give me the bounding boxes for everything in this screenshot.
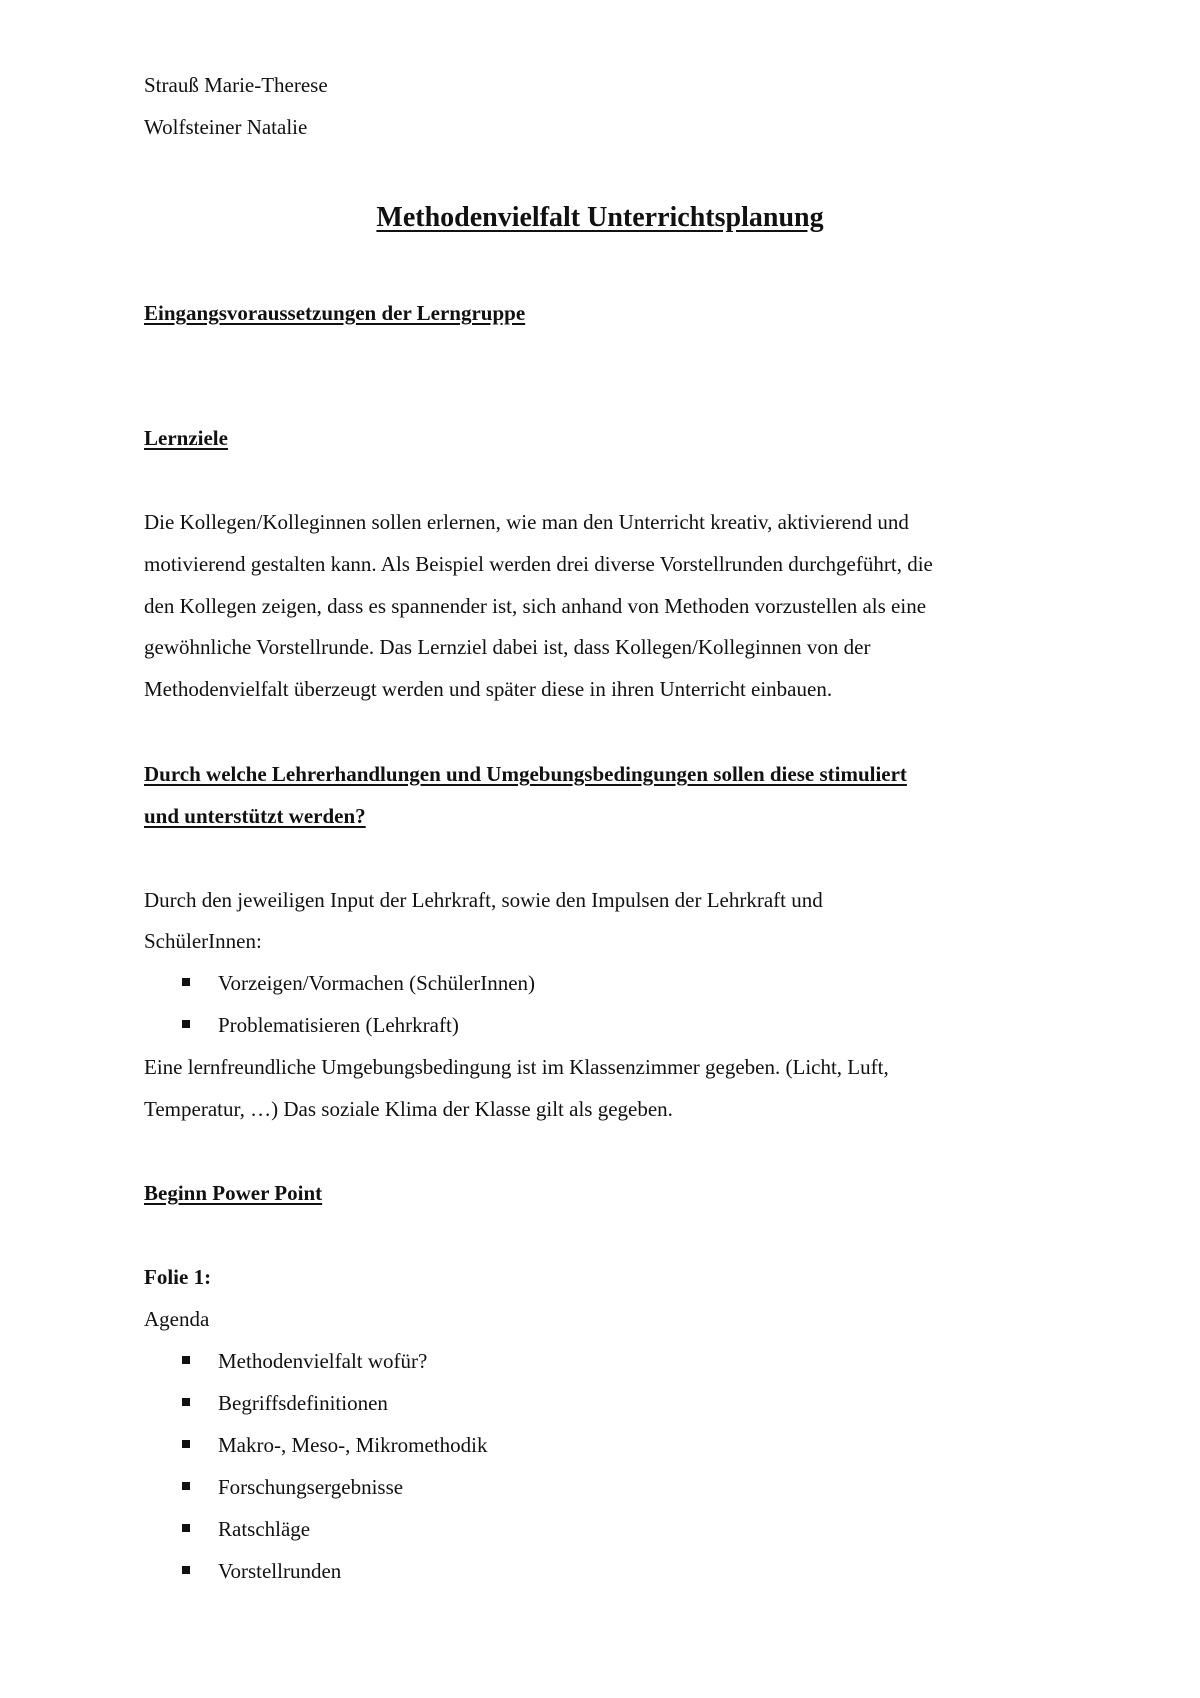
section-heading-lehrerhandlungen: Durch welche Lehrerhandlungen und Umgebungsbedingungen sollen diese stimuliert: [144, 762, 907, 786]
list-item: Vorstellrunden: [218, 1559, 342, 1583]
bullet-icon: [182, 1398, 190, 1406]
paragraph-line: Eine lernfreundliche Umgebungsbedingung ist im Klassenzimmer gegeben. (Licht, Luft,: [144, 1055, 889, 1079]
list-item: Vorzeigen/Vormachen (SchülerInnen): [218, 971, 536, 995]
paragraph-line: motivierend gestalten kann. Als Beispiel werden drei diverse Vorstellrunden durchgeführt, die: [144, 552, 933, 576]
bullet-icon: [182, 1524, 190, 1532]
author-name: Strauß Marie-Therese: [144, 73, 328, 97]
slide-subtitle: Agenda: [144, 1307, 210, 1331]
list-item: Ratschläge: [218, 1517, 311, 1541]
bullet-icon: [182, 1440, 190, 1448]
author-name: Wolfsteiner Natalie: [144, 115, 308, 139]
document-title: Methodenvielfalt Unterrichtsplanung: [376, 202, 824, 233]
bullet-icon: [182, 1356, 190, 1364]
bullet-icon: [182, 1482, 190, 1490]
paragraph-line: Durch den jeweiligen Input der Lehrkraft, sowie den Impulsen der Lehrkraft und: [144, 888, 823, 912]
paragraph-line: Temperatur, …) Das soziale Klima der Klasse gilt als gegeben.: [144, 1097, 673, 1121]
bullet-icon: [182, 978, 190, 986]
paragraph-line: Die Kollegen/Kolleginnen sollen erlernen, wie man den Unterricht kreativ, aktivierend und: [144, 510, 909, 534]
list-item: Begriffsdefinitionen: [218, 1391, 388, 1415]
bullet-icon: [182, 1020, 190, 1028]
list-item: Methodenvielfalt wofür?: [218, 1349, 428, 1373]
bullet-icon: [182, 1566, 190, 1574]
list-item: Forschungsergebnisse: [218, 1475, 404, 1499]
paragraph-line: SchülerInnen:: [144, 929, 262, 953]
paragraph-line: Methodenvielfalt überzeugt werden und später diese in ihren Unterricht einbauen.: [144, 677, 833, 701]
section-heading-power-point: Beginn Power Point: [144, 1181, 323, 1205]
section-heading-lernziele: Lernziele: [144, 426, 228, 450]
list-item: Problematisieren (Lehrkraft): [218, 1013, 459, 1037]
list-item: Makro-, Meso-, Mikromethodik: [218, 1433, 488, 1457]
section-heading-eingangsvoraussetzungen: Eingangsvoraussetzungen der Lerngruppe: [144, 301, 526, 325]
paragraph-line: den Kollegen zeigen, dass es spannender ist, sich anhand von Methoden vorzustellen als eine: [144, 594, 927, 618]
slide-label: Folie 1:: [144, 1265, 212, 1289]
section-heading-lehrerhandlungen-cont: und unterstützt werden?: [144, 804, 366, 828]
paragraph-line: gewöhnliche Vorstellrunde. Das Lernziel dabei ist, dass Kollegen/Kolleginnen von der: [144, 635, 871, 659]
